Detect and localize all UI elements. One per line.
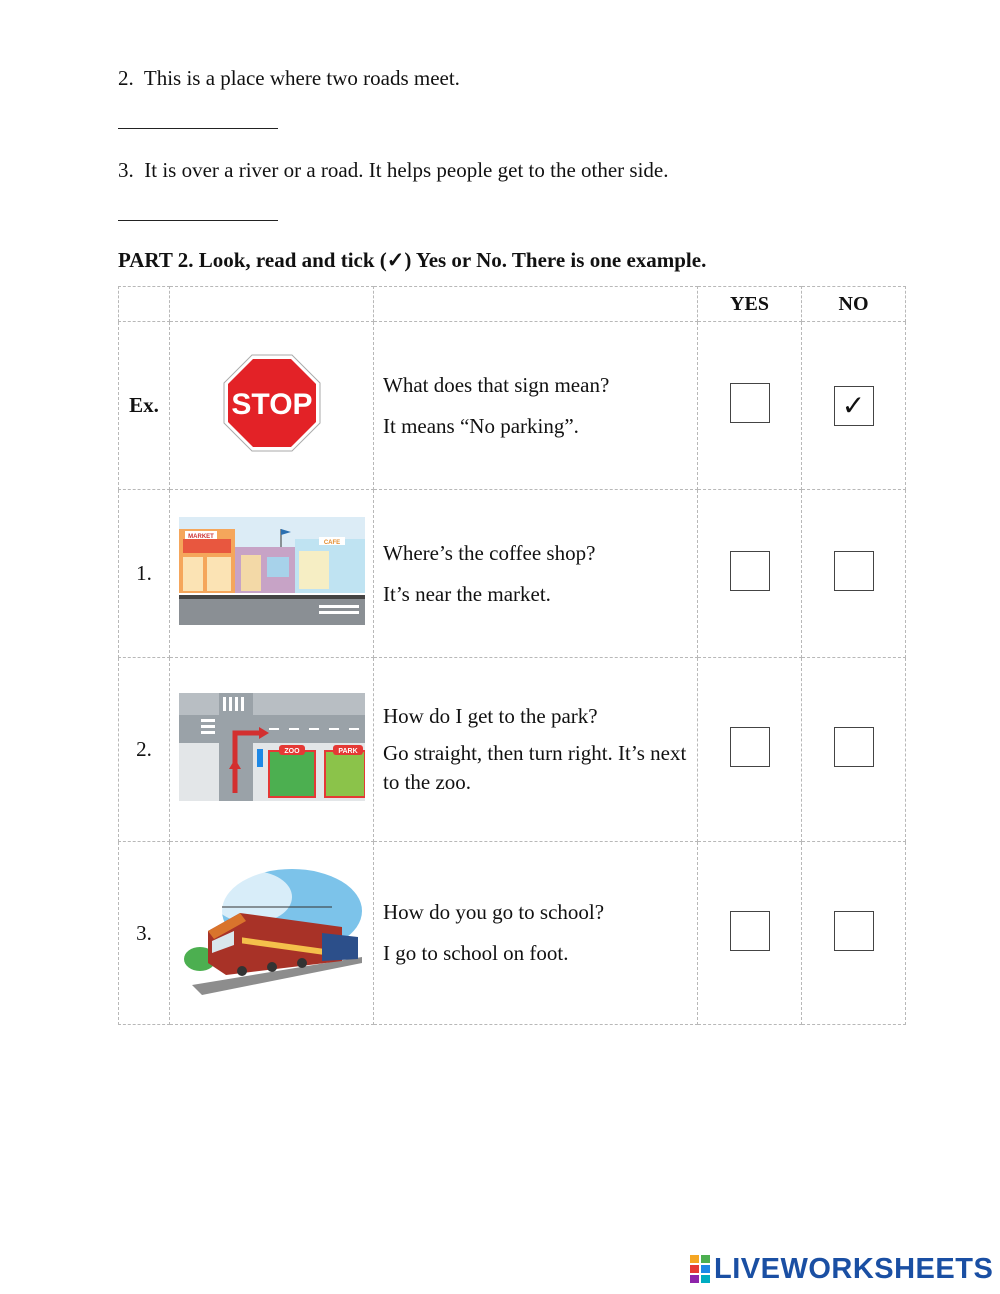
table-row	[119, 842, 906, 1025]
table-row	[119, 490, 906, 658]
table-row	[119, 658, 906, 842]
stop-sign-image	[222, 353, 322, 453]
row-label: Ex.	[119, 322, 170, 490]
table-row	[119, 322, 906, 490]
question-text: How do I get to the park?	[383, 704, 598, 728]
part2-table	[118, 286, 906, 1025]
street-map-image	[179, 693, 365, 801]
no-checkbox[interactable]: ✓	[834, 386, 874, 426]
market-sign: MARKET	[187, 534, 214, 540]
train-image	[182, 867, 362, 995]
question-text: What does that sign mean?	[383, 372, 610, 397]
row-label: 3.	[119, 842, 170, 1025]
no-checkbox[interactable]	[834, 727, 874, 767]
no-column-header: NO	[802, 287, 906, 322]
yes-checkbox[interactable]	[730, 551, 770, 591]
answer-text: It means “No parking”.	[383, 413, 579, 438]
table-header-row	[119, 287, 906, 322]
logo-text: LIVEWORKSHEETS	[714, 1252, 994, 1285]
park-sign: PARK	[337, 748, 358, 755]
question-number: 2.	[118, 66, 134, 90]
street-shops-image	[179, 517, 365, 625]
yes-column-header: YES	[698, 287, 802, 322]
question-text: How do you go to school?	[383, 900, 605, 924]
question-text: It is over a river or a road. It helps people get to the other side.	[144, 158, 669, 182]
question-number: 3.	[118, 158, 134, 182]
part2-heading: PART 2. Look, read and tick (✓) Yes or No. There is one example.	[118, 248, 707, 272]
answer-blank-2[interactable]	[118, 128, 278, 129]
answer-text: It’s near the market.	[383, 581, 551, 606]
no-checkbox[interactable]	[834, 911, 874, 951]
question-text: Where’s the coffee shop?	[383, 540, 596, 565]
question-text: This is a place where two roads meet.	[143, 66, 460, 90]
yes-checkbox[interactable]	[730, 727, 770, 767]
question-2	[118, 66, 460, 91]
answer-text: I go to school on foot.	[383, 941, 569, 965]
zoo-sign: ZOO	[283, 748, 300, 755]
yes-checkbox[interactable]	[730, 383, 770, 423]
stop-sign-text: STOP	[230, 388, 313, 421]
row-label: 2.	[119, 658, 170, 842]
question-3	[118, 158, 669, 183]
liveworksheets-logo	[690, 1252, 993, 1286]
cafe-sign: CAFE	[323, 540, 340, 546]
no-checkbox[interactable]	[834, 551, 874, 591]
yes-checkbox[interactable]	[730, 911, 770, 951]
answer-blank-3[interactable]	[118, 220, 278, 221]
row-label: 1.	[119, 490, 170, 658]
answer-text: Go straight, then turn right. It’s next to the zoo.	[383, 741, 687, 794]
logo-blocks-icon	[690, 1255, 710, 1283]
